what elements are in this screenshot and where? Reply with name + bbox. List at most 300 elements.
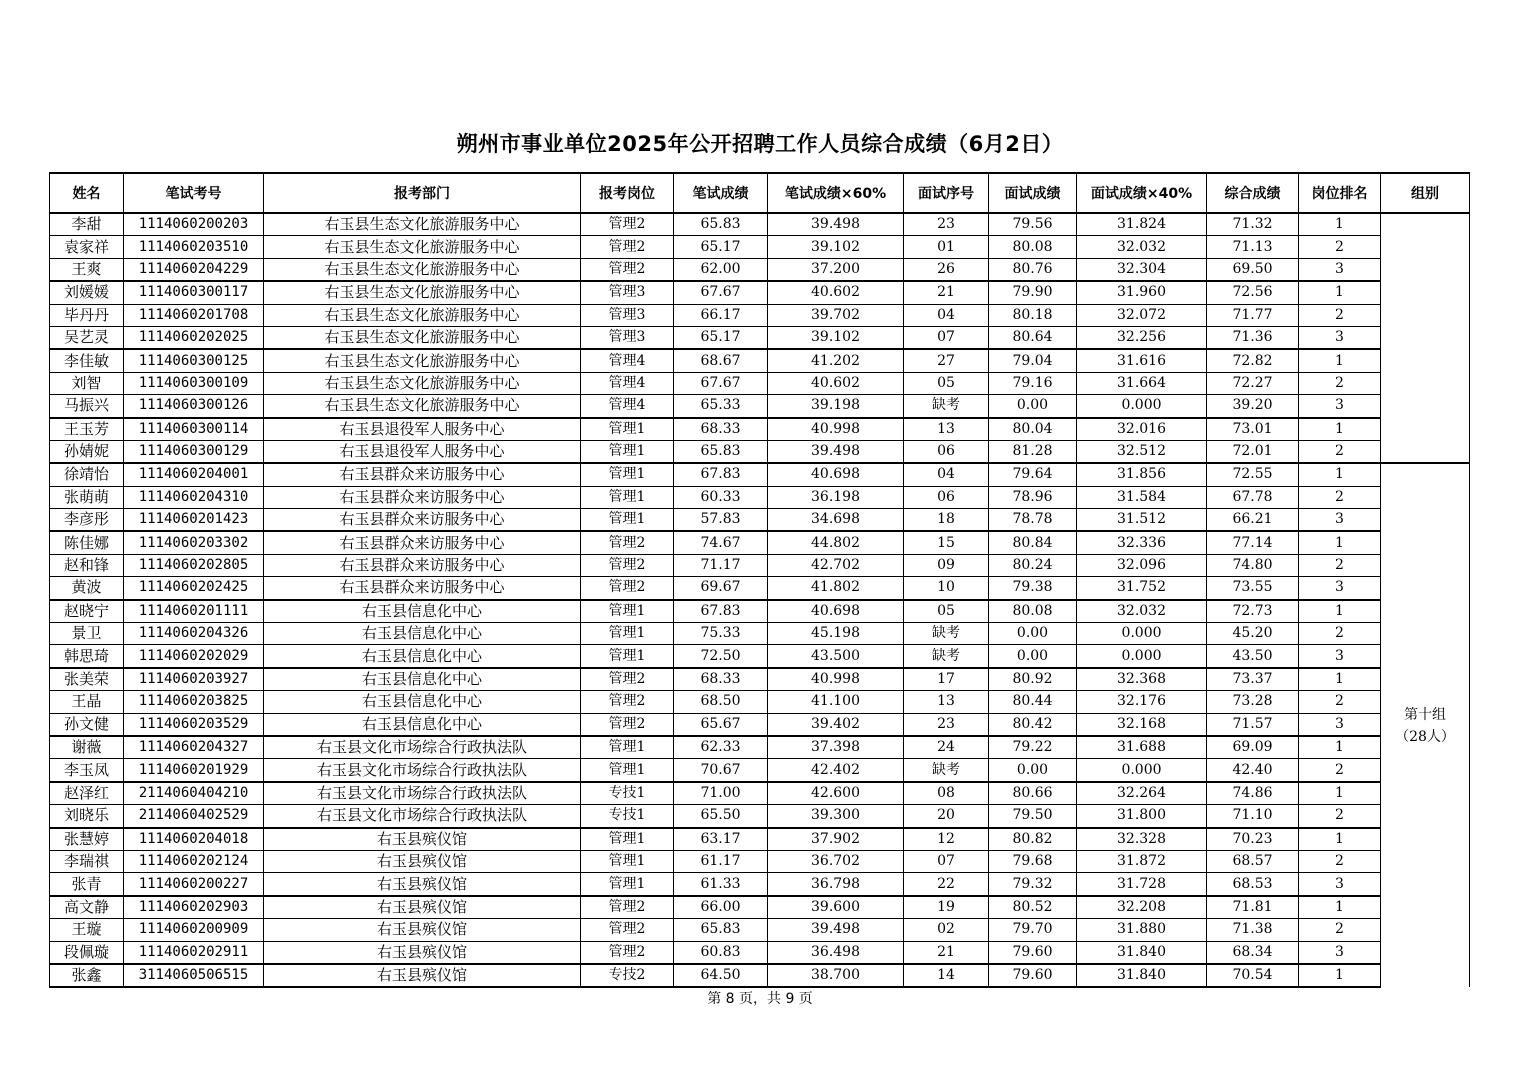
cell-name: 孙婧妮 (50, 440, 124, 463)
table-row (50, 395, 1470, 418)
cell-position: 管理1 (581, 463, 674, 486)
cell-written-60: 40.602 (768, 281, 904, 304)
cell-rank: 2 (1299, 486, 1381, 508)
header-department: 报考部门 (264, 173, 581, 213)
cell-department: 右玉县信息化中心 (264, 600, 581, 623)
cell-rank: 2 (1299, 919, 1381, 941)
header-written-score: 笔试成绩 (674, 173, 768, 213)
cell-name: 王玉芳 (50, 418, 124, 441)
cell-position: 专技1 (581, 782, 674, 805)
cell-rank: 1 (1299, 349, 1381, 372)
cell-position: 管理2 (581, 941, 674, 964)
cell-interview-order: 20 (904, 805, 989, 828)
cell-written-60: 38.700 (768, 964, 904, 987)
cell-department: 右玉县殡仪馆 (264, 941, 581, 964)
cell-total-score: 68.57 (1207, 850, 1299, 872)
cell-department: 右玉县殡仪馆 (264, 919, 581, 941)
cell-position: 管理2 (581, 554, 674, 576)
cell-interview-score: 79.64 (989, 463, 1077, 486)
cell-department: 右玉县殡仪馆 (264, 964, 581, 987)
cell-exam-id: 1114060204327 (124, 736, 264, 759)
table-row (50, 418, 1470, 441)
table-row (50, 941, 1470, 964)
cell-name: 刘晓乐 (50, 805, 124, 828)
cell-total-score: 72.27 (1207, 372, 1299, 394)
cell-department: 右玉县信息化中心 (264, 623, 581, 645)
cell-written-score: 60.33 (674, 486, 768, 508)
cell-interview-40: 31.728 (1077, 873, 1207, 896)
cell-interview-40: 32.368 (1077, 668, 1207, 691)
cell-name: 谢薇 (50, 736, 124, 759)
cell-written-60: 39.498 (768, 213, 904, 236)
cell-written-60: 36.702 (768, 850, 904, 872)
cell-interview-score: 0.00 (989, 395, 1077, 418)
table-row (50, 304, 1470, 326)
cell-exam-id: 1114060204001 (124, 463, 264, 486)
table-row (50, 281, 1470, 304)
cell-department: 右玉县退役军人服务中心 (264, 418, 581, 441)
table-row (50, 805, 1470, 828)
cell-written-score: 65.83 (674, 440, 768, 463)
cell-exam-id: 1114060200227 (124, 873, 264, 896)
cell-interview-score: 80.92 (989, 668, 1077, 691)
cell-position: 管理2 (581, 236, 674, 258)
cell-interview-order: 05 (904, 600, 989, 623)
cell-rank: 2 (1299, 850, 1381, 872)
cell-interview-order: 10 (904, 577, 989, 600)
cell-position: 管理2 (581, 531, 674, 554)
cell-name: 王晶 (50, 691, 124, 713)
cell-interview-score: 80.08 (989, 600, 1077, 623)
cell-position: 管理1 (581, 623, 674, 645)
cell-name: 李瑞祺 (50, 850, 124, 872)
cell-department: 右玉县文化市场综合行政执法队 (264, 782, 581, 805)
cell-department: 右玉县文化市场综合行政执法队 (264, 736, 581, 759)
table-row (50, 463, 1470, 486)
cell-written-60: 42.702 (768, 554, 904, 576)
cell-written-60: 39.300 (768, 805, 904, 828)
cell-interview-score: 79.90 (989, 281, 1077, 304)
cell-department: 右玉县信息化中心 (264, 691, 581, 713)
cell-written-60: 40.698 (768, 463, 904, 486)
cell-written-score: 70.67 (674, 759, 768, 782)
table-row (50, 873, 1470, 896)
table-row (50, 668, 1470, 691)
cell-written-score: 71.17 (674, 554, 768, 576)
cell-name: 黄波 (50, 577, 124, 600)
cell-interview-score: 79.60 (989, 964, 1077, 987)
cell-department: 右玉县殡仪馆 (264, 828, 581, 851)
cell-interview-order: 07 (904, 326, 989, 349)
cell-position: 管理1 (581, 759, 674, 782)
cell-name: 张鑫 (50, 964, 124, 987)
header-row (50, 173, 1470, 213)
cell-interview-40: 32.256 (1077, 326, 1207, 349)
cell-exam-id: 1114060300125 (124, 349, 264, 372)
cell-exam-id: 2114060404210 (124, 782, 264, 805)
cell-total-score: 71.57 (1207, 713, 1299, 736)
cell-name: 王璇 (50, 919, 124, 941)
cell-name: 孙文健 (50, 713, 124, 736)
cell-rank: 2 (1299, 372, 1381, 394)
cell-exam-id: 1114060201929 (124, 759, 264, 782)
cell-department: 右玉县生态文化旅游服务中心 (264, 395, 581, 418)
cell-written-score: 65.83 (674, 919, 768, 941)
header-position: 报考岗位 (581, 173, 674, 213)
cell-written-60: 39.702 (768, 304, 904, 326)
table-row (50, 486, 1470, 508)
cell-interview-40: 31.856 (1077, 463, 1207, 486)
cell-interview-order: 07 (904, 850, 989, 872)
cell-total-score: 73.37 (1207, 668, 1299, 691)
cell-written-score: 75.33 (674, 623, 768, 645)
cell-position: 管理2 (581, 713, 674, 736)
cell-exam-id: 1114060300117 (124, 281, 264, 304)
cell-exam-id: 1114060204310 (124, 486, 264, 508)
cell-rank: 3 (1299, 577, 1381, 600)
cell-department: 右玉县群众来访服务中心 (264, 509, 581, 532)
cell-rank: 2 (1299, 691, 1381, 713)
cell-interview-40: 0.000 (1077, 395, 1207, 418)
cell-written-60: 39.198 (768, 395, 904, 418)
cell-written-score: 64.50 (674, 964, 768, 987)
cell-name: 赵和锋 (50, 554, 124, 576)
cell-written-score: 62.33 (674, 736, 768, 759)
cell-name: 吴艺灵 (50, 326, 124, 349)
cell-written-60: 39.102 (768, 236, 904, 258)
cell-department: 右玉县群众来访服务中心 (264, 531, 581, 554)
table-row (50, 919, 1470, 941)
cell-written-60: 39.102 (768, 326, 904, 349)
cell-total-score: 42.40 (1207, 759, 1299, 782)
table-row (50, 509, 1470, 532)
cell-department: 右玉县生态文化旅游服务中心 (264, 236, 581, 258)
cell-department: 右玉县殡仪馆 (264, 873, 581, 896)
cell-interview-order: 08 (904, 782, 989, 805)
cell-interview-score: 0.00 (989, 623, 1077, 645)
cell-name: 刘媛媛 (50, 281, 124, 304)
cell-interview-score: 80.42 (989, 713, 1077, 736)
cell-interview-score: 80.66 (989, 782, 1077, 805)
cell-interview-40: 0.000 (1077, 759, 1207, 782)
cell-exam-id: 1114060203825 (124, 691, 264, 713)
cell-written-score: 66.17 (674, 304, 768, 326)
cell-interview-score: 79.38 (989, 577, 1077, 600)
cell-exam-id: 1114060202425 (124, 577, 264, 600)
cell-position: 专技2 (581, 964, 674, 987)
cell-rank: 2 (1299, 236, 1381, 258)
cell-interview-40: 32.304 (1077, 258, 1207, 281)
cell-rank: 3 (1299, 258, 1381, 281)
cell-department: 右玉县生态文化旅游服务中心 (264, 258, 581, 281)
cell-position: 管理1 (581, 850, 674, 872)
cell-interview-score: 78.96 (989, 486, 1077, 508)
cell-total-score: 74.80 (1207, 554, 1299, 576)
cell-written-score: 67.83 (674, 600, 768, 623)
header-name: 姓名 (50, 173, 124, 213)
cell-written-score: 68.33 (674, 418, 768, 441)
cell-written-score: 65.17 (674, 326, 768, 349)
cell-interview-score: 79.70 (989, 919, 1077, 941)
cell-interview-order: 26 (904, 258, 989, 281)
cell-interview-order: 14 (904, 964, 989, 987)
cell-interview-score: 79.22 (989, 736, 1077, 759)
table-row (50, 372, 1470, 394)
cell-interview-order: 15 (904, 531, 989, 554)
cell-total-score: 73.55 (1207, 577, 1299, 600)
cell-exam-id: 1114060202903 (124, 896, 264, 919)
table-row (50, 896, 1470, 919)
cell-interview-order: 13 (904, 418, 989, 441)
cell-rank: 3 (1299, 873, 1381, 896)
cell-interview-40: 31.800 (1077, 805, 1207, 828)
cell-interview-order: 01 (904, 236, 989, 258)
cell-written-60: 37.902 (768, 828, 904, 851)
cell-written-score: 71.00 (674, 782, 768, 805)
table-row (50, 577, 1470, 600)
cell-rank: 1 (1299, 418, 1381, 441)
cell-written-score: 65.67 (674, 713, 768, 736)
cell-department: 右玉县生态文化旅游服务中心 (264, 281, 581, 304)
cell-interview-score: 80.52 (989, 896, 1077, 919)
cell-written-score: 61.17 (674, 850, 768, 872)
cell-written-60: 40.602 (768, 372, 904, 394)
table-row (50, 349, 1470, 372)
cell-department: 右玉县生态文化旅游服务中心 (264, 213, 581, 236)
cell-name: 陈佳娜 (50, 531, 124, 554)
cell-exam-id: 1114060200203 (124, 213, 264, 236)
cell-total-score: 66.21 (1207, 509, 1299, 532)
cell-interview-score: 81.28 (989, 440, 1077, 463)
cell-written-score: 66.00 (674, 896, 768, 919)
cell-interview-40: 31.584 (1077, 486, 1207, 508)
cell-position: 管理4 (581, 349, 674, 372)
cell-interview-40: 31.880 (1077, 919, 1207, 941)
cell-rank: 1 (1299, 964, 1381, 987)
cell-total-score: 73.01 (1207, 418, 1299, 441)
cell-rank: 3 (1299, 645, 1381, 668)
cell-name: 张萌萌 (50, 486, 124, 508)
cell-interview-40: 32.512 (1077, 440, 1207, 463)
cell-interview-order: 04 (904, 463, 989, 486)
cell-rank: 1 (1299, 531, 1381, 554)
cell-exam-id: 1114060202911 (124, 941, 264, 964)
cell-interview-40: 32.016 (1077, 418, 1207, 441)
cell-position: 管理1 (581, 509, 674, 532)
cell-exam-id: 1114060203510 (124, 236, 264, 258)
cell-interview-score: 79.60 (989, 941, 1077, 964)
table-row (50, 850, 1470, 872)
cell-total-score: 73.28 (1207, 691, 1299, 713)
cell-rank: 2 (1299, 304, 1381, 326)
header-rank: 岗位排名 (1299, 173, 1381, 213)
cell-position: 管理2 (581, 577, 674, 600)
cell-total-score: 71.77 (1207, 304, 1299, 326)
table-row (50, 828, 1470, 851)
cell-written-60: 37.200 (768, 258, 904, 281)
table-row (50, 531, 1470, 554)
cell-rank: 1 (1299, 896, 1381, 919)
cell-department: 右玉县文化市场综合行政执法队 (264, 759, 581, 782)
cell-total-score: 74.86 (1207, 782, 1299, 805)
cell-name: 袁家祥 (50, 236, 124, 258)
cell-position: 管理2 (581, 691, 674, 713)
cell-interview-order: 06 (904, 486, 989, 508)
cell-rank: 3 (1299, 326, 1381, 349)
cell-total-score: 71.36 (1207, 326, 1299, 349)
cell-interview-40: 32.208 (1077, 896, 1207, 919)
cell-interview-order: 缺考 (904, 395, 989, 418)
cell-written-60: 42.402 (768, 759, 904, 782)
cell-written-60: 34.698 (768, 509, 904, 532)
cell-interview-order: 09 (904, 554, 989, 576)
cell-total-score: 69.09 (1207, 736, 1299, 759)
table-row (50, 554, 1470, 576)
cell-exam-id: 2114060402529 (124, 805, 264, 828)
cell-written-score: 67.83 (674, 463, 768, 486)
cell-rank: 3 (1299, 941, 1381, 964)
cell-position: 管理2 (581, 258, 674, 281)
cell-department: 右玉县殡仪馆 (264, 896, 581, 919)
cell-rank: 2 (1299, 623, 1381, 645)
cell-department: 右玉县退役军人服务中心 (264, 440, 581, 463)
table-row (50, 213, 1470, 236)
cell-interview-score: 80.44 (989, 691, 1077, 713)
cell-interview-score: 79.56 (989, 213, 1077, 236)
cell-total-score: 70.54 (1207, 964, 1299, 987)
cell-name: 徐靖怡 (50, 463, 124, 486)
cell-position: 管理2 (581, 919, 674, 941)
cell-interview-40: 31.616 (1077, 349, 1207, 372)
cell-position: 管理1 (581, 600, 674, 623)
cell-exam-id: 1114060204229 (124, 258, 264, 281)
cell-name: 张美荣 (50, 668, 124, 691)
cell-interview-40: 31.824 (1077, 213, 1207, 236)
cell-interview-40: 32.168 (1077, 713, 1207, 736)
cell-total-score: 72.55 (1207, 463, 1299, 486)
cell-interview-order: 13 (904, 691, 989, 713)
header-total-score: 综合成绩 (1207, 173, 1299, 213)
cell-interview-order: 缺考 (904, 759, 989, 782)
cell-department: 右玉县生态文化旅游服务中心 (264, 349, 581, 372)
cell-position: 管理1 (581, 873, 674, 896)
score-table (49, 172, 1470, 988)
cell-name: 赵泽红 (50, 782, 124, 805)
cell-position: 管理2 (581, 896, 674, 919)
cell-interview-order: 22 (904, 873, 989, 896)
cell-total-score: 71.32 (1207, 213, 1299, 236)
cell-interview-score: 79.50 (989, 805, 1077, 828)
cell-exam-id: 1114060203529 (124, 713, 264, 736)
cell-interview-40: 31.872 (1077, 850, 1207, 872)
cell-department: 右玉县文化市场综合行政执法队 (264, 805, 581, 828)
table-row (50, 600, 1470, 623)
cell-interview-order: 17 (904, 668, 989, 691)
cell-interview-score: 80.64 (989, 326, 1077, 349)
cell-rank: 2 (1299, 759, 1381, 782)
cell-position: 管理1 (581, 736, 674, 759)
cell-exam-id: 1114060300126 (124, 395, 264, 418)
cell-total-score: 72.01 (1207, 440, 1299, 463)
header-interview-40: 面试成绩×40% (1077, 173, 1207, 213)
cell-interview-order: 23 (904, 713, 989, 736)
cell-interview-40: 32.176 (1077, 691, 1207, 713)
cell-written-60: 41.802 (768, 577, 904, 600)
cell-rank: 1 (1299, 736, 1381, 759)
cell-position: 管理1 (581, 418, 674, 441)
cell-department: 右玉县生态文化旅游服务中心 (264, 304, 581, 326)
cell-rank: 3 (1299, 395, 1381, 418)
cell-interview-order: 24 (904, 736, 989, 759)
table-row (50, 964, 1470, 987)
cell-interview-score: 78.78 (989, 509, 1077, 532)
cell-rank: 2 (1299, 805, 1381, 828)
cell-department: 右玉县群众来访服务中心 (264, 463, 581, 486)
cell-position: 管理3 (581, 281, 674, 304)
cell-interview-score: 79.16 (989, 372, 1077, 394)
cell-rank: 3 (1299, 509, 1381, 532)
group-cell: 第十组 （28人） (1381, 463, 1470, 987)
cell-position: 管理4 (581, 372, 674, 394)
cell-interview-40: 32.264 (1077, 782, 1207, 805)
cell-written-score: 57.83 (674, 509, 768, 532)
cell-rank: 1 (1299, 600, 1381, 623)
cell-total-score: 45.20 (1207, 623, 1299, 645)
cell-interview-order: 02 (904, 919, 989, 941)
cell-rank: 1 (1299, 828, 1381, 851)
header-exam-id: 笔试考号 (124, 173, 264, 213)
cell-total-score: 72.82 (1207, 349, 1299, 372)
cell-total-score: 43.50 (1207, 645, 1299, 668)
cell-interview-order: 05 (904, 372, 989, 394)
table-row (50, 326, 1470, 349)
cell-interview-order: 缺考 (904, 623, 989, 645)
cell-interview-score: 80.08 (989, 236, 1077, 258)
cell-department: 右玉县信息化中心 (264, 668, 581, 691)
cell-interview-order: 19 (904, 896, 989, 919)
cell-total-score: 70.23 (1207, 828, 1299, 851)
cell-written-score: 68.50 (674, 691, 768, 713)
cell-exam-id: 1114060201111 (124, 600, 264, 623)
cell-written-60: 45.198 (768, 623, 904, 645)
cell-name: 李玉凤 (50, 759, 124, 782)
cell-total-score: 71.38 (1207, 919, 1299, 941)
cell-interview-40: 32.072 (1077, 304, 1207, 326)
cell-written-score: 60.83 (674, 941, 768, 964)
cell-total-score: 72.73 (1207, 600, 1299, 623)
cell-written-score: 65.83 (674, 213, 768, 236)
cell-written-60: 41.202 (768, 349, 904, 372)
cell-total-score: 71.81 (1207, 896, 1299, 919)
cell-interview-40: 0.000 (1077, 623, 1207, 645)
cell-exam-id: 1114060204018 (124, 828, 264, 851)
cell-position: 管理1 (581, 486, 674, 508)
cell-exam-id: 1114060300114 (124, 418, 264, 441)
page-title: 朔州市事业单位2025年公开招聘工作人员综合成绩（6月2日） (456, 132, 1064, 156)
cell-interview-score: 80.84 (989, 531, 1077, 554)
cell-department: 右玉县生态文化旅游服务中心 (264, 372, 581, 394)
cell-written-60: 36.798 (768, 873, 904, 896)
cell-written-score: 63.17 (674, 828, 768, 851)
cell-written-60: 42.600 (768, 782, 904, 805)
cell-written-score: 72.50 (674, 645, 768, 668)
cell-interview-score: 79.68 (989, 850, 1077, 872)
cell-written-60: 41.100 (768, 691, 904, 713)
cell-exam-id: 1114060202124 (124, 850, 264, 872)
cell-interview-40: 32.096 (1077, 554, 1207, 576)
header-group: 组别 (1381, 173, 1470, 213)
cell-written-score: 65.50 (674, 805, 768, 828)
